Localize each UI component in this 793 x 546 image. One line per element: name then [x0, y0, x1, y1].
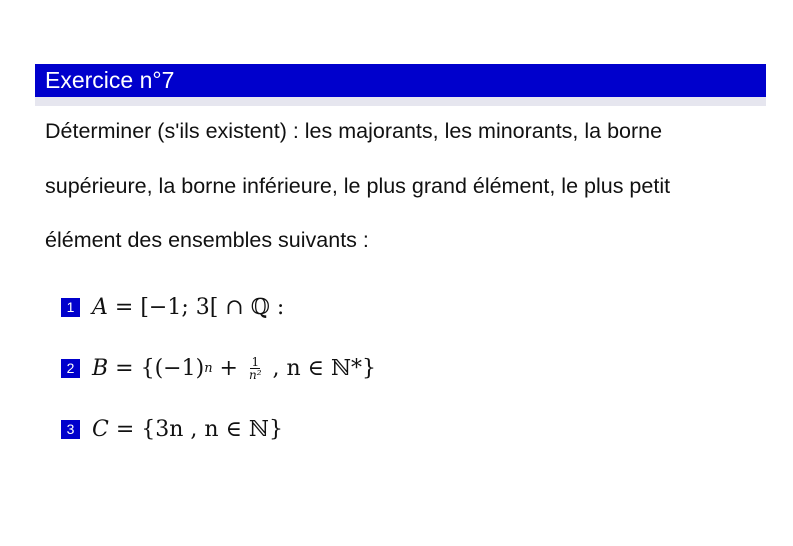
statement-line-3: élément des ensembles suivants : [45, 228, 369, 252]
exercise-title: Exercice n°7 [45, 67, 175, 93]
set-c-definition [92, 417, 283, 442]
fraction-numerator: 1 [251, 354, 260, 369]
set-c-variable: C [92, 416, 109, 442]
list-item-1 [61, 287, 284, 327]
item-number-badge: 2 [61, 359, 80, 378]
set-b-body-end: , n ∈ ℕ*} [265, 355, 377, 381]
item-number-badge: 3 [61, 420, 80, 439]
statement-line-1: Déterminer (s'ils existent) : les majorants, les minorants, la borne [45, 119, 663, 143]
equals-sign: = [107, 294, 141, 320]
fraction-one-over-n-squared [248, 356, 263, 381]
exponent-n: n [204, 360, 213, 376]
list-item-2 [61, 348, 376, 388]
set-b-body-start: {(−1) [140, 355, 205, 381]
plus-sign: + [212, 355, 245, 381]
equals-sign: = [108, 416, 142, 442]
set-a-body: [−1; 3[ ∩ ℚ : [140, 294, 285, 320]
set-c-body: {3n , n ∈ ℕ} [141, 416, 283, 442]
set-b-definition [92, 356, 376, 381]
fraction-denominator: n² [248, 367, 262, 382]
exercise-title-bar [35, 64, 766, 97]
set-b-variable: B [92, 355, 109, 381]
set-a-variable: A [92, 294, 108, 320]
equals-sign: = [108, 355, 141, 381]
statement-line-2: supérieure, la borne inférieure, le plus grand élément, le plus petit [45, 174, 671, 198]
title-shadow [35, 97, 766, 106]
set-a-definition [92, 295, 284, 320]
list-item-3 [61, 409, 283, 449]
item-number-badge: 1 [61, 298, 80, 317]
